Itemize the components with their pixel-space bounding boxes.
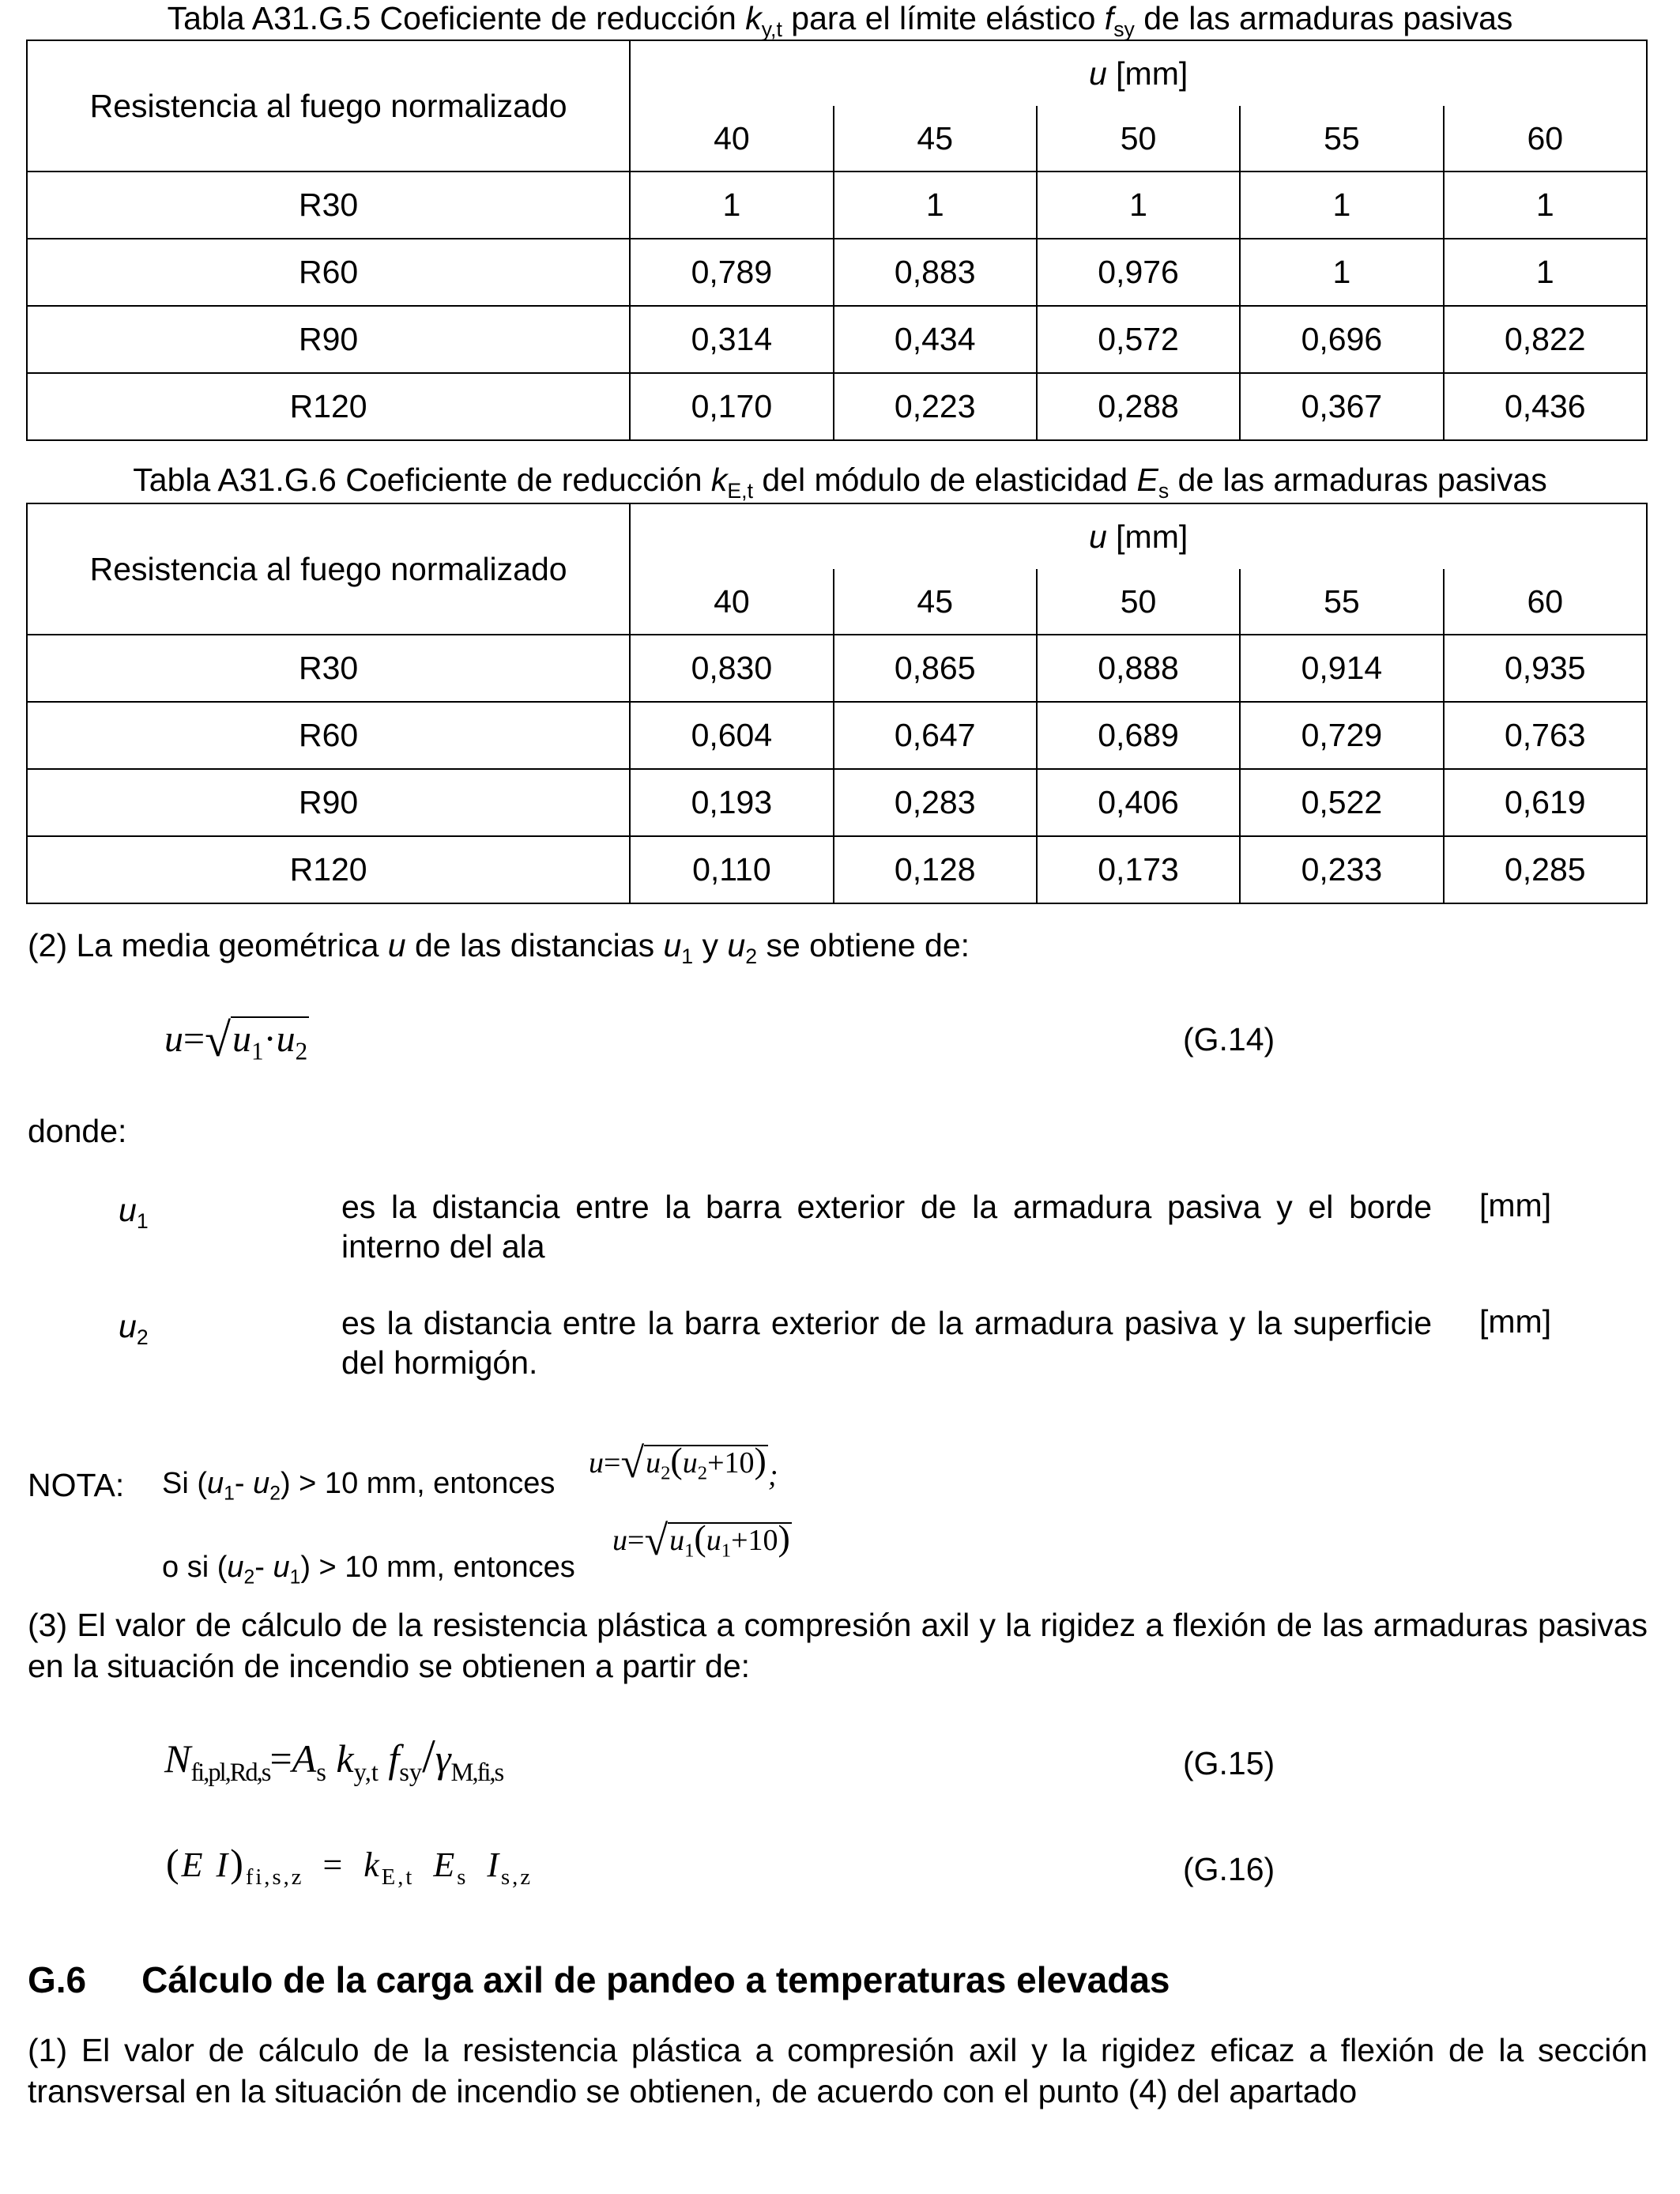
eq-symbol: γ [435, 1736, 451, 1781]
table-row [27, 702, 1647, 769]
table-cell: 0,128 [834, 836, 1037, 903]
eq-operator: +10 [731, 1524, 778, 1557]
definition-unit: [mm] [1479, 1187, 1552, 1223]
table-cell: 0,976 [1037, 239, 1240, 306]
definition-symbol [119, 1308, 149, 1350]
subscript: 2 [136, 1325, 149, 1350]
table-cell: 0,572 [1037, 306, 1240, 373]
table-cell: 0,619 [1444, 769, 1647, 836]
text: Si ( [162, 1467, 207, 1500]
row-label: R90 [27, 306, 630, 373]
table-cell: 0,789 [630, 239, 833, 306]
table-cell: 0,285 [1444, 836, 1647, 903]
paren-close-icon: ) [754, 1440, 767, 1480]
paren-close-icon: ) [778, 1517, 790, 1558]
eq-subscript: fi,pl,Rd,s [190, 1759, 270, 1787]
paragraph-g6-1: (1) El valor de cálculo de la resistencia plástica a compresión axil y la rigidez eficaz a flexión de la sección transversal en la situación de incendio se obtienen, de acuerdo con el punto (4) del apartado [28, 2032, 1648, 2109]
table-cell: 0,223 [834, 373, 1037, 440]
table-cell: 0,914 [1240, 635, 1443, 702]
text: - [254, 1551, 273, 1584]
definition-unit: [mm] [1479, 1303, 1552, 1340]
symbol: u [227, 1551, 244, 1584]
nota-equation-1 [589, 1438, 778, 1493]
text: - [234, 1467, 254, 1500]
nota-label: NOTA: [28, 1467, 125, 1503]
table-cell: 0,233 [1240, 836, 1443, 903]
symbol: u [207, 1467, 224, 1500]
column-header: 40 [630, 569, 833, 635]
caption-symbol: E [1136, 462, 1158, 498]
eq-subscript: 1 [684, 1540, 695, 1562]
symbol: u [663, 927, 682, 963]
eq-subscript: s [457, 1864, 469, 1890]
column-group-header [630, 40, 1647, 106]
subscript: 2 [243, 1566, 255, 1589]
eq-subscript: 1 [251, 1037, 264, 1065]
caption-symbol: k [745, 0, 762, 36]
table-cell: 0,830 [630, 635, 833, 702]
text: (2) La media geométrica [28, 927, 388, 963]
eq-symbol: u [232, 1018, 252, 1060]
column-header: 50 [1037, 106, 1240, 172]
table-cell: 0,434 [834, 306, 1037, 373]
column-header: 45 [834, 106, 1037, 172]
eq-symbol: A [292, 1736, 317, 1781]
symbol: u [273, 1551, 290, 1584]
text: se obtiene de: [757, 927, 970, 963]
text: ) > 10 mm, entonces [280, 1467, 556, 1500]
radicand [644, 1440, 768, 1484]
table-cell: 0,729 [1240, 702, 1443, 769]
column-header: 50 [1037, 569, 1240, 635]
subscript: 1 [289, 1566, 301, 1589]
row-label: R60 [27, 702, 630, 769]
text: y [693, 927, 728, 963]
u-symbol: u [1088, 55, 1107, 92]
caption-symbol: k [710, 462, 728, 498]
table-cell: 0,822 [1444, 306, 1647, 373]
table-cell: 1 [1444, 239, 1647, 306]
table-cell: 1 [834, 172, 1037, 239]
table-cell: 1 [1240, 172, 1443, 239]
table-row [27, 172, 1647, 239]
table-cell: 0,406 [1037, 769, 1240, 836]
row-header: Resistencia al fuego normalizado [27, 40, 630, 172]
caption-text: de las armaduras pasivas [1169, 462, 1547, 498]
equation-number: (G.14) [1183, 1021, 1275, 1057]
subscript: 1 [224, 1483, 235, 1505]
nota-line-1 [162, 1467, 555, 1506]
caption-text: para el límite elástico [782, 0, 1105, 36]
definition-text: es la distancia entre la barra exterior de la armadura pasiva y la superficie del hormigón. [341, 1305, 1432, 1381]
unit-label: [mm] [1106, 55, 1188, 92]
row-label: R30 [27, 635, 630, 702]
column-header: 55 [1240, 569, 1443, 635]
row-label: R120 [27, 373, 630, 440]
section-heading [28, 1958, 1170, 2001]
equation-number: (G.16) [1183, 1851, 1275, 1887]
eq-subscript: fi,s,z [245, 1864, 304, 1890]
table-row [27, 635, 1647, 702]
donde-label: donde: [28, 1113, 127, 1149]
table-cell: 1 [1037, 172, 1240, 239]
sqrt-icon: √ [620, 1439, 645, 1487]
table-cell: 0,689 [1037, 702, 1240, 769]
table-row [27, 769, 1647, 836]
u-symbol: u [1088, 518, 1107, 555]
subscript: 2 [269, 1483, 281, 1505]
table-cell: 1 [1240, 239, 1443, 306]
eq-operator: +10 [707, 1446, 755, 1480]
caption-subscript: sy [1113, 17, 1135, 42]
definition-text: es la distancia entre la barra exterior de la armadura pasiva y el borde interno del ala [341, 1189, 1432, 1265]
symbol: u [727, 927, 746, 963]
table-cell: 0,193 [630, 769, 833, 836]
eq-subscript: s [316, 1759, 326, 1787]
subscript: 1 [681, 944, 694, 969]
paren-open-icon: ( [670, 1440, 683, 1480]
nota-line-2 [162, 1551, 575, 1589]
column-header: 55 [1240, 106, 1443, 172]
radicand [668, 1517, 792, 1562]
subscript: 1 [136, 1209, 149, 1234]
section-number: G.6 [28, 1959, 87, 2000]
equation-number: (G.15) [1183, 1745, 1275, 1781]
caption-text: Tabla A31.G.5 Coeficiente de reducción [167, 0, 746, 36]
paren-open-icon: ( [166, 1841, 182, 1885]
table-cell: 0,865 [834, 635, 1037, 702]
caption-subscript: y,t [761, 17, 782, 42]
paren-open-icon: ( [694, 1517, 706, 1558]
sqrt-icon: √ [205, 1014, 232, 1066]
table-cell: 0,367 [1240, 373, 1443, 440]
column-header: 45 [834, 569, 1037, 635]
row-label: R120 [27, 836, 630, 903]
eq-symbol: I [487, 1845, 502, 1884]
table-cell: 0,763 [1444, 702, 1647, 769]
table-row [27, 373, 1647, 440]
table-cell: 0,888 [1037, 635, 1240, 702]
eq-symbol: E [433, 1845, 458, 1884]
equation-g14 [164, 1013, 309, 1068]
equation-g16 [166, 1840, 533, 1891]
section-title: Cálculo de la carga axil de pandeo a temperaturas elevadas [141, 1959, 1170, 2000]
eq-symbol: f [388, 1736, 400, 1781]
eq-operator: ; [767, 1459, 778, 1492]
sqrt-icon: √ [644, 1517, 669, 1564]
eq-symbol: E I [181, 1845, 231, 1884]
eq-subscript: 2 [697, 1462, 708, 1484]
table-cell: 0,696 [1240, 306, 1443, 373]
column-header: 60 [1444, 106, 1647, 172]
eq-symbol: u [646, 1446, 661, 1480]
radicand [231, 1016, 309, 1065]
eq-symbol: u [682, 1446, 698, 1480]
eq-subscript: 2 [661, 1462, 671, 1484]
table-cell: 0,436 [1444, 373, 1647, 440]
eq-symbol: u [612, 1524, 627, 1557]
eq-operator: = [183, 1018, 205, 1060]
table-cell: 0,283 [834, 769, 1037, 836]
symbol: u [119, 1192, 137, 1228]
table-cell: 0,173 [1037, 836, 1240, 903]
eq-symbol: k [336, 1736, 354, 1781]
eq-subscript: 2 [295, 1037, 308, 1065]
symbol: u [253, 1467, 270, 1500]
column-header: 60 [1444, 569, 1647, 635]
caption-subscript: s [1158, 479, 1170, 503]
eq-symbol: N [164, 1736, 191, 1781]
caption-subscript: E,t [727, 479, 753, 503]
paragraph-3: (3) El valor de cálculo de la resistencia plástica a compresión axil y la rigidez a flexión de las armaduras pasivas en la situación de incendio se obtienen a partir de: [28, 1607, 1648, 1684]
caption-symbol: f [1104, 0, 1114, 36]
table2 [26, 503, 1648, 904]
eq-symbol: u [669, 1524, 685, 1557]
table-cell: 0,288 [1037, 373, 1240, 440]
symbol: u [119, 1308, 137, 1344]
eq-operator: = [269, 1736, 292, 1781]
eq-operator: = [322, 1845, 345, 1884]
equation-g15 [164, 1729, 503, 1788]
eq-subscript: sy [399, 1759, 423, 1787]
symbol: u [387, 927, 406, 963]
eq-symbol: u [276, 1018, 296, 1060]
table2-caption [0, 462, 1680, 503]
eq-subscript: s,z [501, 1864, 533, 1890]
table-cell: 0,314 [630, 306, 833, 373]
text: o si ( [162, 1551, 228, 1584]
paren-close-icon: ) [230, 1841, 246, 1885]
definition-symbol [119, 1192, 149, 1234]
table-cell: 0,170 [630, 373, 833, 440]
table-row [27, 306, 1647, 373]
table1-caption [0, 0, 1680, 42]
table-cell: 1 [1444, 172, 1647, 239]
eq-subscript: E,t [381, 1864, 415, 1890]
row-label: R30 [27, 172, 630, 239]
table-row [27, 836, 1647, 903]
eq-symbol: u [164, 1018, 183, 1060]
table-cell: 0,110 [630, 836, 833, 903]
table-row [27, 239, 1647, 306]
eq-subscript: 1 [721, 1540, 732, 1562]
nota-equation-2 [612, 1516, 792, 1565]
table-cell: 1 [630, 172, 833, 239]
caption-text: Tabla A31.G.6 Coeficiente de reducción [133, 462, 711, 498]
paragraph-2 [28, 925, 1648, 977]
table-cell: 0,604 [630, 702, 833, 769]
eq-subscript: M,fi,s [450, 1759, 503, 1787]
eq-operator: · [263, 1018, 277, 1060]
unit-label: [mm] [1106, 518, 1188, 555]
caption-text: de las armaduras pasivas [1134, 0, 1513, 36]
eq-symbol: k [363, 1845, 382, 1884]
text: ) > 10 mm, entonces [300, 1551, 575, 1584]
row-label: R60 [27, 239, 630, 306]
eq-operator: = [604, 1446, 621, 1480]
table-cell: 0,647 [834, 702, 1037, 769]
table-cell: 0,935 [1444, 635, 1647, 702]
table1 [26, 40, 1648, 441]
column-group-header [630, 503, 1647, 569]
column-header: 40 [630, 106, 833, 172]
eq-subscript: y,t [353, 1759, 379, 1787]
subscript: 2 [745, 944, 758, 969]
eq-symbol: u [706, 1524, 721, 1557]
eq-symbol: u [589, 1446, 604, 1480]
eq-operator: = [627, 1524, 645, 1557]
table-cell: 0,883 [834, 239, 1037, 306]
table-cell: 0,522 [1240, 769, 1443, 836]
text: de las distancias [405, 927, 664, 963]
row-header: Resistencia al fuego normalizado [27, 503, 630, 635]
caption-text: del módulo de elasticidad [752, 462, 1137, 498]
eq-operator: / [422, 1730, 435, 1782]
row-label: R90 [27, 769, 630, 836]
